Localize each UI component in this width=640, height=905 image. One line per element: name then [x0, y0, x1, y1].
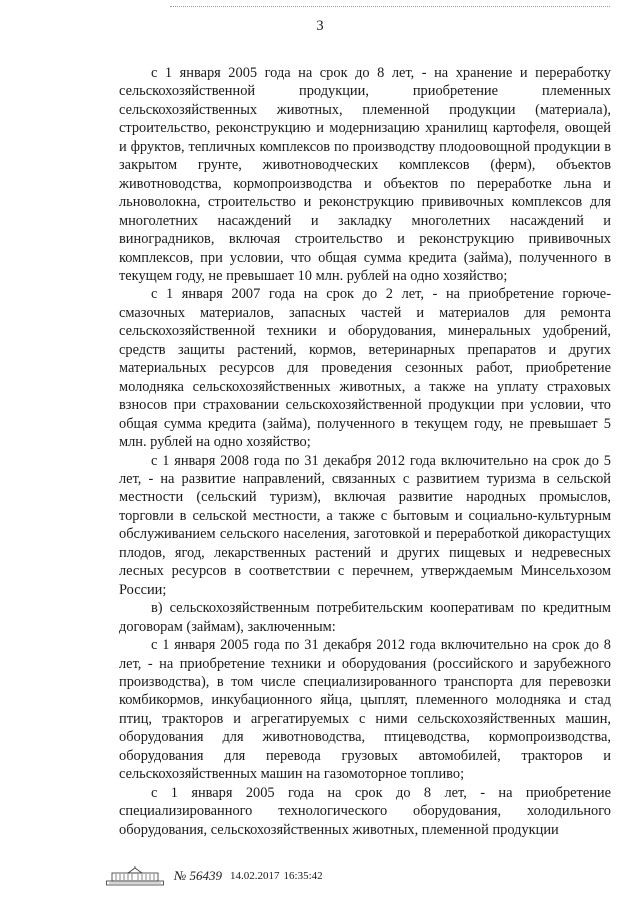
paragraph-agricultural-storage: с 1 января 2005 года на срок до 8 лет, - на хранение и переработку сельскохозяйственной продукции, приобретение племенных сельскохозяйственных животных, племенной продукции (материала), строительство, реконструкцию и модернизацию хранилищ картофеля, овощей и фруктов, тепличных комплексов по производству плодоовощной продукции в закрытом грунте, животноводческих комплексов (ферм), объектов животноводства, кормопроизводства и объектов по переработке льна и льноволокна, строительство и реконструкцию прививочных комплексов для многолетних насаждений и закладку многолетних насаждений и виноградников, включая строительство и реконструкцию прививочных комплексов, при условии, что общая сумма кредита (займа), полученного в текущем году, не превышает 10 млн. рублей на одно хозяйство; — [119, 65, 611, 284]
government-building-icon — [106, 866, 164, 886]
paragraph-consumer-cooperatives: в) сельскохозяйственным потребительским кооперативам по кредитным договорам (займам), заключенным: — [119, 600, 611, 635]
paragraph-equipment-purchase: с 1 января 2005 года по 31 декабря 2012 года включительно на срок до 8 лет, - на приобретение техники и оборудования (российского и зарубежного производства), в том числе специализированного транспорта для перевозки комбикормов, инкубационного яйца, цыплят, племенного молодняка и стад птиц, тракторов и агрегатируемых с ними сельскохозяйственных машин, оборудования для животноводства, птицеводства, кормопроизводства, оборудования для перевода грузовых автомобилей, тракторов и сельскохозяйственных машин на газомоторное топливо; — [119, 637, 611, 783]
page-number: 3 — [316, 18, 324, 34]
paragraph-rural-tourism: с 1 января 2008 года по 31 декабря 2012 года включительно на срок до 5 лет, - на развитие направлений, связанных с развитием туризма в сельской местности (сельский туризм), включая развитие народных промыслов, торговли в сельской местности, а также с бытовым и социально-культурным обслуживанием сельского населения, заготовкой и переработкой дикорастущих плодов, ягод, лекарственных растений и других пищевых и недревесных лесных ресурсов в соответствии с перечнем, утверждаемым Минсельхозом России; — [119, 452, 611, 598]
paragraph-specialized-equipment: с 1 января 2005 года на срок до 8 лет, - на приобретение специализированного технологического оборудования, холодильного оборудования, сельскохозяйственных животных, племенной продукции — [119, 784, 611, 838]
document-footer — [106, 866, 323, 886]
document-date: 14.02.2017 — [230, 870, 280, 882]
document-number: № 56439 — [174, 868, 223, 883]
top-dotted-rule — [170, 6, 610, 7]
document-stamp — [174, 869, 323, 883]
paragraph-fuel-materials: с 1 января 2007 года на срок до 2 лет, - на приобретение горюче-смазочных материалов, запасных частей и материалов для ремонта сельскохозяйственной техники и оборудования, минеральных удобрений, средств защиты растений, кормов, ветеринарных препаратов и других материальных ресурсов для проведения сезонных работ, приобретение молодняка сельскохозяйственных животных, а также на уплату страховых взносов при страховании сельскохозяйственной продукции при условии, что общая сумма кредита (займа), полученного в текущем году, не превышает 5 млн. рублей на одно хозяйство; — [119, 286, 611, 451]
document-time: 16:35:42 — [283, 870, 323, 882]
document-body — [119, 64, 611, 839]
